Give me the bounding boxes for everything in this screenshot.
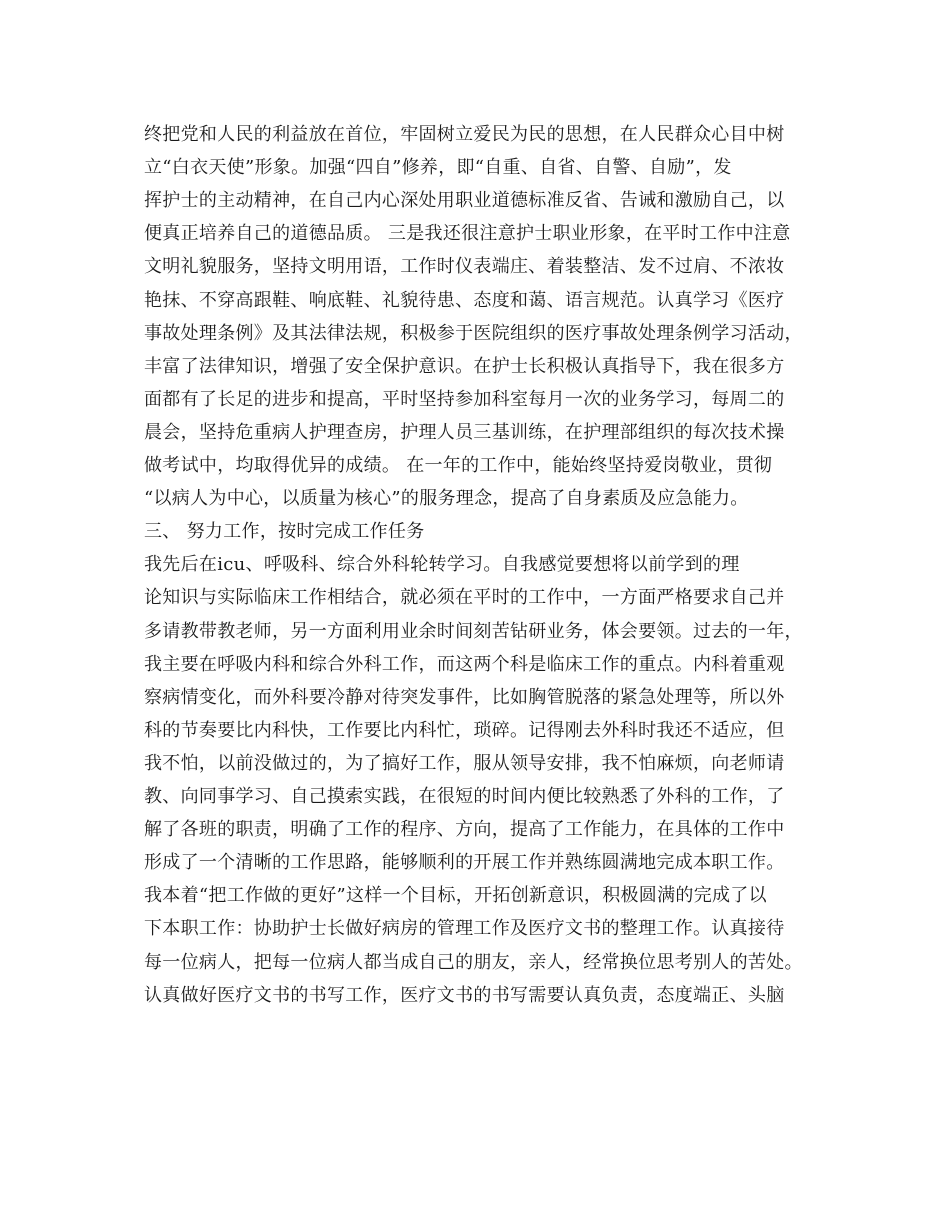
- text-line: 便真正培养自己的道德品质。 三是我还很注意护士职业形象，在平时工作中注意: [144, 223, 791, 244]
- text-line: 多请教带教老师，另一方面利用业余时间刻苦钻研业务，体会要领。过去的一年，: [144, 621, 803, 642]
- text-line: 我主要在呼吸内科和综合外科工作，而这两个科是临床工作的重点。内科着重观: [144, 654, 785, 675]
- text-line: 我本着“把工作做的更好”这样一个目标，开拓创新意识，积极圆满的完成了以: [144, 885, 767, 906]
- text-line: 认真做好医疗文书的书写工作，医疗文书的书写需要认真负责，态度端正、头脑: [144, 985, 785, 1006]
- text-line: 做考试中，均取得优异的成绩。 在一年的工作中，能始终坚持爱岗敬业，贯彻: [144, 455, 773, 476]
- text-line: 文明礼貌服务，坚持文明用语，工作时仪表端庄、着装整洁、发不过肩、不浓妆: [144, 256, 785, 277]
- text-line: 面都有了长足的进步和提高，平时坚持参加科室每月一次的业务学习，每周二的: [144, 389, 785, 410]
- text-line: 艳抹、不穿高跟鞋、响底鞋、礼貌待患、态度和蔼、语言规范。认真学习《医疗: [144, 290, 785, 311]
- text-line: 我先后在icu、呼吸科、综合外科轮转学习。自我感觉要想将以前学到的理: [144, 554, 740, 575]
- text-line: 我不怕，以前没做过的，为了搞好工作，服从领导安排，我不怕麻烦，向老师请: [144, 753, 785, 774]
- text-line: 科的节奏要比内科快，工作要比内科忙，琐碎。记得刚去外科时我还不适应，但: [144, 720, 785, 741]
- text-line: 终把党和人民的利益放在首位，牢固树立爱民为民的思想，在人民群众心目中树: [144, 124, 785, 145]
- text-line: “以病人为中心，以质量为核心”的服务理念，提高了自身素质及应急能力。: [144, 488, 749, 509]
- text-line: 论知识与实际临床工作相结合，就必须在平时的工作中，一方面严格要求自己并: [144, 587, 785, 608]
- text-line: 解了各班的职责，明确了工作的程序、方向，提高了工作能力，在具体的工作中: [144, 819, 785, 840]
- text-line: 事故处理条例》及其法律法规，积极参于医院组织的医疗事故处理条例学习活动，: [144, 323, 803, 344]
- text-line: 丰富了法律知识，增强了安全保护意识。在护士长积极认真指导下，我在很多方: [144, 356, 785, 377]
- text-line: 三、 努力工作，按时完成工作任务: [144, 521, 425, 542]
- text-line: 立“白衣天使”形象。加强“四自”修养，即“自重、自省、自警、自励”，发: [144, 157, 732, 178]
- text-line: 形成了一个清晰的工作思路，能够顺利的开展工作并熟练圆满地完成本职工作。: [144, 852, 785, 873]
- text-line: 晨会，坚持危重病人护理查房，护理人员三基训练，在护理部组织的每次技术操: [144, 422, 785, 443]
- text-line: 教、向同事学习、自己摸索实践，在很短的时间内便比较熟悉了外科的工作，了: [144, 786, 785, 807]
- text-line: 挥护士的主动精神，在自己内心深处用职业道德标准反省、告诫和激励自己，以: [144, 190, 785, 211]
- text-line: 察病情变化，而外科要冷静对待突发事件，比如胸管脱落的紧急处理等，所以外: [144, 687, 785, 708]
- text-line: 每一位病人，把每一位病人都当成自己的朋友，亲人，经常换位思考别人的苦处。: [144, 952, 803, 973]
- text-line: 下本职工作：协助护士长做好病房的管理工作及医疗文书的整理工作。认真接待: [144, 918, 785, 939]
